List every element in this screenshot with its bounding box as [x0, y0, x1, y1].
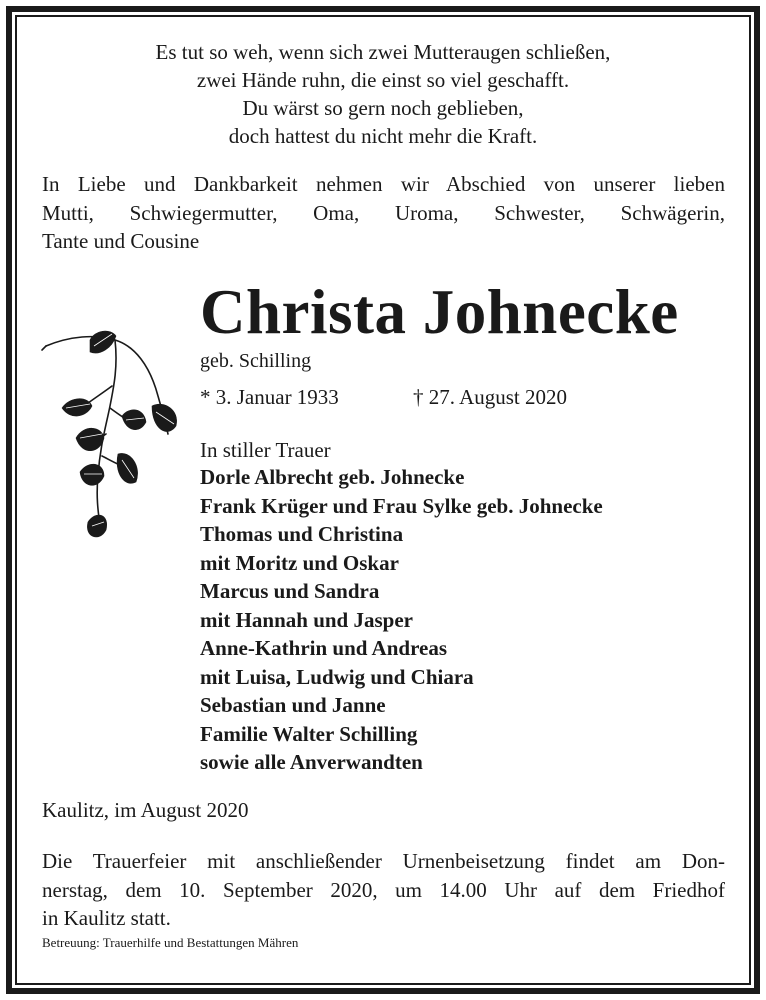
mourner-line: mit Hannah und Jasper	[200, 607, 413, 632]
mourners-heading: In stiller Trauer	[200, 438, 331, 462]
deceased-name: Christa Johnecke	[200, 277, 679, 347]
mourners-list	[200, 463, 603, 777]
poem-line: Es tut so weh, wenn sich zwei Mutteraugen schließen,	[155, 40, 611, 64]
funeral-line: nerstag, dem 10. September 2020, um 14.00 Uhr auf dem Friedhof	[42, 877, 725, 902]
mourner-line: Thomas und Christina	[200, 522, 404, 546]
funeral-line: in Kaulitz statt.	[42, 906, 171, 930]
poem	[40, 38, 726, 150]
mourner-line: mit Moritz und Oskar	[200, 550, 399, 575]
mourner-line: Frank Krüger und Frau Sylke geb. Johnecke	[200, 493, 603, 518]
death-date: † 27. August 2020	[413, 385, 568, 409]
funeral-line: Die Trauerfeier mit anschließender Urnenbeisetzung findet am Don-	[42, 849, 725, 873]
mourner-line: Dorle Albrecht geb. Johnecke	[200, 465, 465, 489]
place-date: Kaulitz, im August 2020	[42, 798, 249, 822]
intro-line: Mutti, Schwiegermutter, Oma, Uroma, Schwester, Schwägerin,	[42, 200, 725, 225]
mourner-line: sowie alle Anverwandten	[200, 750, 423, 774]
birth-date: * 3. Januar 1933	[200, 385, 339, 409]
mourner-line: Sebastian und Janne	[200, 693, 386, 717]
maiden-name: geb. Schilling	[200, 350, 312, 372]
leaf-branch-icon	[40, 326, 190, 556]
funeral-notice	[42, 847, 725, 933]
poem-line: doch hattest du nicht mehr die Kraft.	[228, 124, 538, 148]
mourner-line: Anne-Kathrin und Andreas	[200, 636, 448, 660]
mourner-line: Familie Walter Schilling	[200, 721, 418, 746]
poem-line: zwei Hände ruhn, die einst so viel geschafft.	[196, 68, 570, 92]
intro-line: Tante und Cousine	[42, 229, 200, 253]
life-dates	[200, 384, 568, 410]
undertaker-credit: Betreuung: Trauerhilfe und Bestattungen Mähren	[42, 935, 299, 950]
intro-line: In Liebe und Dankbarkeit nehmen wir Abschied von unserer lieben	[42, 172, 725, 196]
mourner-line: mit Luisa, Ludwig und Chiara	[200, 664, 474, 689]
poem-line: Du wärst so gern noch geblieben,	[242, 96, 524, 120]
intro-text	[42, 170, 725, 256]
mourner-line: Marcus und Sandra	[200, 579, 380, 603]
